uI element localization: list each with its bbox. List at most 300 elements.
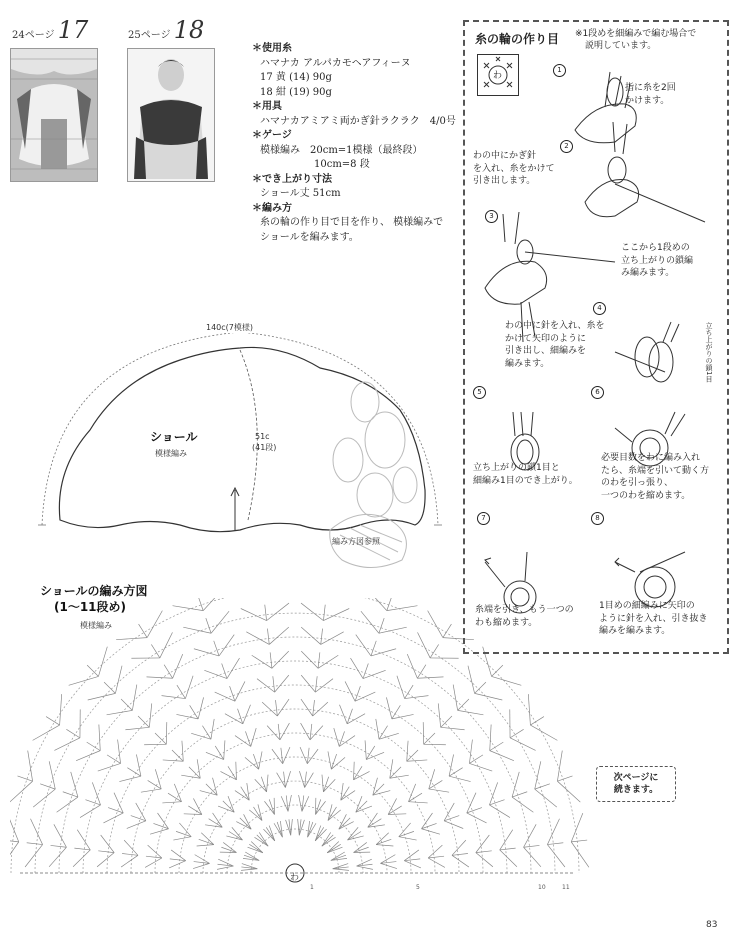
step-8-line1: 1目めの細編みに矢印の bbox=[599, 601, 695, 611]
chart-stitch bbox=[347, 836, 363, 840]
chart-stitch bbox=[524, 824, 537, 847]
step-2-line1: わの中にかぎ針 bbox=[473, 151, 537, 161]
chart-stitch bbox=[277, 699, 289, 716]
chart-stitch bbox=[328, 804, 332, 820]
chart-stitch bbox=[73, 850, 90, 867]
chart-stitch bbox=[228, 796, 234, 812]
chart-stitch bbox=[121, 855, 138, 867]
chart-stitch bbox=[301, 675, 315, 692]
chart-stitch bbox=[333, 869, 349, 871]
chart-stitch bbox=[458, 710, 484, 714]
chart-stitch bbox=[235, 791, 249, 801]
chart-stitch bbox=[407, 750, 418, 761]
chart-stitch bbox=[270, 652, 272, 668]
chart-stitch bbox=[150, 829, 168, 834]
size-heading: ＊でき上がり寸法 bbox=[252, 173, 332, 185]
chart-stitch bbox=[535, 789, 557, 807]
ring-panel-note-1: ※1段めを細編みで編む場合で bbox=[575, 29, 697, 39]
chart-stitch bbox=[405, 685, 414, 699]
chart-stitch bbox=[366, 598, 387, 611]
row-number-10: 10 bbox=[538, 884, 546, 891]
chart-stitch bbox=[468, 666, 475, 694]
tools-text: ハマナカアミアミ両かぎ針ラクラク 4/0号 bbox=[260, 115, 456, 127]
chart-stitch bbox=[269, 799, 274, 814]
next-note-line2: 続きます。 bbox=[613, 785, 659, 795]
step-1-text bbox=[625, 82, 676, 107]
chart-row-arc bbox=[155, 733, 435, 873]
chart-stitch bbox=[334, 728, 339, 746]
chart-stitch bbox=[424, 733, 435, 744]
chart-stitch bbox=[63, 792, 78, 797]
chart-stitch bbox=[273, 676, 275, 692]
chart-stitch bbox=[407, 741, 408, 762]
chart-stitch bbox=[417, 677, 443, 678]
chart-stitch bbox=[318, 655, 338, 668]
chart-stitch bbox=[184, 814, 202, 815]
yarn-18: 18 紺 (19) 90g bbox=[260, 86, 332, 98]
method-line1: 糸の輪の作り目で目を作り、 模様編みで bbox=[260, 217, 444, 228]
chart-pattern-label: 模様編み bbox=[80, 621, 112, 630]
step-8-number: 8 bbox=[591, 512, 604, 525]
step-3-number: 3 bbox=[485, 210, 498, 223]
shawl-pattern-label: 模様編み bbox=[155, 449, 187, 458]
chart-stitch bbox=[310, 726, 323, 740]
chart-stitch bbox=[49, 847, 66, 867]
chart-stitch bbox=[76, 751, 100, 761]
chart-stitch bbox=[87, 665, 98, 676]
chart-stitch bbox=[275, 675, 289, 692]
chart-stitch bbox=[535, 761, 541, 789]
step-8-line3: 編みを編みます。 bbox=[599, 626, 671, 636]
chart-stitch bbox=[251, 728, 256, 746]
chart-row-arc bbox=[131, 709, 459, 873]
chart-stitch bbox=[322, 835, 333, 846]
chart-stitch bbox=[173, 837, 191, 840]
chart-stitch bbox=[530, 725, 557, 740]
chart-stitch bbox=[203, 598, 224, 611]
chart-stitch bbox=[217, 866, 233, 869]
chart-row-arc bbox=[107, 685, 483, 873]
chart-stitch bbox=[467, 813, 487, 823]
chart-stitch bbox=[392, 705, 401, 719]
chart-stitch bbox=[524, 847, 541, 867]
chart-stitch bbox=[97, 853, 114, 867]
chart-stitch bbox=[146, 856, 162, 858]
ring-panel-note-2: 説明しています。 bbox=[585, 41, 657, 51]
chart-stitch bbox=[313, 702, 328, 716]
step-5-line2: 細編み1目のでき上がり。 bbox=[473, 475, 578, 486]
chart-stitch bbox=[197, 845, 214, 846]
chart-stitch bbox=[40, 784, 55, 789]
chart-stitch bbox=[428, 856, 444, 858]
method-line2: ショールを編みます。 bbox=[260, 231, 359, 243]
chart-stitch bbox=[444, 821, 463, 829]
chart-stitch bbox=[547, 819, 559, 845]
step-7-number: 7 bbox=[477, 512, 490, 525]
chart-stitch bbox=[452, 855, 469, 867]
chart-stitch bbox=[252, 655, 272, 668]
chart-stitch bbox=[376, 833, 389, 845]
chart-stitch bbox=[98, 647, 107, 677]
chart-stitch bbox=[429, 789, 449, 792]
chart-stitch bbox=[265, 605, 267, 621]
chart-stitch bbox=[10, 840, 19, 842]
chart-stitch bbox=[392, 714, 414, 718]
step-5-text bbox=[473, 462, 578, 487]
chart-stitch bbox=[54, 824, 67, 847]
step-4-line3: 引き出し、細編みを bbox=[505, 346, 587, 356]
step-7-line1: 糸端を引き、もう一つの bbox=[475, 605, 574, 615]
chart-stitch bbox=[490, 725, 491, 751]
chart-stitch bbox=[452, 840, 466, 855]
chart-stitch bbox=[323, 779, 335, 792]
step-6-line3: のわを引っ張り、 bbox=[601, 478, 674, 488]
chart-stitch bbox=[500, 848, 516, 850]
chart-stitch bbox=[285, 771, 290, 787]
chart-stitch bbox=[492, 665, 503, 676]
chart-stitch bbox=[476, 853, 493, 867]
chart-stitch bbox=[452, 854, 468, 856]
photo-item18 bbox=[127, 48, 215, 182]
chart-stitch bbox=[198, 697, 203, 719]
chart-stitch bbox=[288, 795, 291, 811]
chart-stitch bbox=[301, 603, 323, 621]
chart-row-arc bbox=[203, 781, 387, 873]
chart-stitch bbox=[125, 727, 149, 729]
chart-stitch bbox=[469, 755, 483, 764]
chart-stitch bbox=[380, 863, 396, 868]
step-2-number: 2 bbox=[560, 140, 573, 153]
chart-stitch bbox=[280, 723, 289, 740]
chart-stitch bbox=[318, 652, 320, 668]
chart-stitch bbox=[127, 821, 146, 829]
chart-stitch bbox=[264, 801, 274, 814]
step-3-line3: み編みます。 bbox=[621, 268, 675, 278]
chart-stitch bbox=[347, 827, 358, 840]
chart-stitch bbox=[430, 644, 439, 658]
chart-stitch bbox=[354, 762, 355, 780]
chart-stitch bbox=[490, 742, 504, 751]
step-7-line2: わも縮めます。 bbox=[475, 617, 538, 628]
chart-stitch bbox=[162, 696, 186, 699]
step-5-number: 5 bbox=[473, 386, 486, 399]
chart-stitch bbox=[107, 755, 121, 764]
chart-stitch bbox=[33, 725, 60, 740]
chart-stitch bbox=[535, 784, 550, 789]
chart-stitch bbox=[449, 768, 463, 777]
chart-stitch bbox=[259, 751, 262, 769]
chart-stitch bbox=[132, 685, 136, 711]
yarn-name: ハマナカ アルパカモヘアフィーヌ bbox=[260, 57, 411, 69]
chart-stitch bbox=[490, 751, 514, 761]
step-6-number: 6 bbox=[591, 386, 604, 399]
chart-stitch bbox=[489, 800, 504, 805]
ring-panel-title: 糸の輪の作り目 bbox=[475, 32, 560, 46]
step-2-line3: 引き出します。 bbox=[473, 176, 536, 186]
chart-stitch bbox=[489, 805, 510, 818]
chart-stitch bbox=[74, 848, 90, 850]
chart-stitch bbox=[269, 627, 289, 644]
chart-row-arc bbox=[227, 805, 363, 873]
chart-stitch bbox=[236, 762, 237, 780]
step-1-line1: 指に糸を2回 bbox=[625, 83, 676, 93]
chart-stitch bbox=[193, 863, 209, 868]
step-4-number: 4 bbox=[593, 302, 606, 315]
chart-stitch bbox=[328, 810, 341, 821]
chart-ref-label: 編み方図参照 bbox=[332, 537, 380, 546]
chart-stitch bbox=[222, 663, 227, 678]
chart-stitch bbox=[51, 845, 67, 847]
chart-stitch bbox=[365, 740, 366, 759]
chart-stitch bbox=[213, 813, 223, 827]
tools-heading: ＊用具 bbox=[252, 101, 282, 112]
chart-stitch bbox=[119, 776, 141, 781]
chart-stitch bbox=[528, 694, 530, 725]
chart-stitch bbox=[356, 635, 371, 656]
chart-stitch bbox=[438, 703, 440, 727]
chart-stitch bbox=[85, 800, 100, 805]
chart-stitch bbox=[240, 818, 251, 829]
gauge-line2: 10cm=8 段 bbox=[314, 159, 370, 170]
chart-stitch bbox=[379, 618, 384, 633]
chart-stitch bbox=[354, 847, 369, 852]
chart-stitch bbox=[301, 723, 310, 740]
chart-stitch bbox=[138, 716, 149, 727]
item17-number: 17 bbox=[57, 16, 89, 44]
shawl-outline-diagram bbox=[30, 320, 450, 570]
chart-stitch bbox=[185, 676, 193, 699]
item18-page-prefix: 25ページ bbox=[128, 30, 171, 41]
step-8-line2: ように針を入れ、引き抜き bbox=[599, 613, 708, 624]
chart-stitch bbox=[530, 717, 544, 726]
chart-stitch bbox=[476, 835, 489, 853]
materials-block bbox=[252, 42, 462, 245]
step-7-text bbox=[475, 604, 574, 629]
chart-stitch bbox=[291, 819, 293, 835]
step-6-line1: 必要目数をわに編み入れ bbox=[601, 453, 701, 463]
chart-stitch bbox=[254, 807, 263, 821]
chart-stitch bbox=[98, 763, 121, 771]
chart-stitch bbox=[386, 697, 391, 719]
chart-stitch bbox=[198, 598, 203, 611]
chart-stitch bbox=[127, 768, 141, 777]
chart-stitch bbox=[31, 819, 43, 845]
step-4-side-label: 立ち上がりの鎖1目 bbox=[705, 322, 713, 383]
chart-stitch bbox=[449, 754, 453, 776]
chart-stitch bbox=[211, 611, 229, 633]
chart-stitch bbox=[512, 772, 519, 797]
chart-stitch bbox=[407, 760, 428, 761]
photo-item17 bbox=[10, 48, 98, 182]
chart-stitch bbox=[121, 699, 132, 710]
chart-stitch bbox=[363, 670, 386, 678]
chart-stitch bbox=[221, 847, 236, 852]
row-number-11: 11 bbox=[562, 884, 570, 891]
chart-stitch bbox=[283, 747, 290, 764]
chart-stitch bbox=[368, 813, 378, 827]
step-4-text bbox=[505, 320, 605, 370]
chart-stitch bbox=[257, 835, 268, 846]
chart-stitch bbox=[241, 869, 257, 871]
chart-stitch bbox=[339, 736, 355, 747]
chart-stitch bbox=[148, 845, 162, 858]
chart-stitch bbox=[98, 851, 114, 853]
chart-stitch bbox=[249, 810, 262, 821]
chart-stitch bbox=[405, 696, 429, 699]
chart-stitch bbox=[315, 679, 333, 692]
chart-stitch bbox=[69, 676, 99, 685]
chart-row-arc bbox=[251, 829, 339, 873]
yarn-heading: ＊使用糸 bbox=[252, 43, 292, 54]
chart-stitch bbox=[339, 818, 350, 829]
chart-stitch bbox=[136, 754, 140, 776]
chart-stitch bbox=[322, 775, 323, 792]
chart-stitch bbox=[376, 719, 379, 739]
chart-stitch bbox=[547, 845, 565, 867]
chart-stitch bbox=[272, 651, 289, 668]
chart-stitch bbox=[475, 682, 486, 693]
chart-stitch bbox=[243, 705, 251, 724]
chart-stitch bbox=[246, 632, 269, 645]
chart-stitch bbox=[354, 842, 367, 852]
item17-page-prefix: 24ページ bbox=[12, 30, 55, 41]
chart-stitch bbox=[421, 829, 439, 834]
chart-stitch bbox=[206, 618, 211, 633]
chart-stitch bbox=[226, 836, 242, 840]
chart-stitch bbox=[299, 771, 304, 787]
chart-stitch bbox=[321, 632, 344, 645]
chart-stitch bbox=[428, 858, 445, 867]
chart-stitch bbox=[66, 729, 80, 738]
chart-stitch bbox=[339, 705, 347, 724]
chart-stitch bbox=[259, 832, 268, 846]
chart-stitch bbox=[371, 641, 376, 656]
chart-stitch bbox=[60, 694, 62, 725]
chart-stitch bbox=[557, 776, 572, 781]
chart-stitch bbox=[323, 609, 349, 621]
chart-stitch bbox=[139, 624, 148, 638]
step-2-line2: を入れ、糸をかけて bbox=[473, 163, 555, 174]
step-3-line1: ここから1段めの bbox=[621, 243, 690, 253]
chart-stitch bbox=[147, 677, 173, 678]
chart-stitch bbox=[363, 663, 368, 678]
chart-stitch bbox=[107, 710, 133, 714]
chart-stitch bbox=[408, 802, 427, 803]
chart-stitch bbox=[267, 603, 289, 621]
chart-stitch bbox=[301, 699, 313, 716]
chart-stitch bbox=[387, 606, 418, 611]
chart-stitch bbox=[469, 740, 472, 764]
size-text: ショール丈 51cm bbox=[260, 188, 341, 199]
chart-stitch bbox=[104, 682, 115, 693]
chart-stitch bbox=[492, 676, 522, 685]
step-4-line1: わの中に針を入れ、糸を bbox=[505, 321, 605, 331]
chart-stitch bbox=[124, 840, 138, 855]
chart-stitch bbox=[356, 806, 372, 812]
page-number: 83 bbox=[706, 920, 718, 930]
chart-row-arc bbox=[83, 661, 507, 873]
chart-stitch bbox=[255, 779, 267, 792]
chart-stitch bbox=[301, 651, 318, 668]
chart-stitch bbox=[176, 714, 198, 718]
chart-stitch bbox=[510, 738, 536, 751]
step-1-line2: かけます。 bbox=[625, 95, 670, 106]
item18-number: 18 bbox=[173, 16, 205, 44]
chart-stitch bbox=[223, 801, 234, 812]
chart-stitch bbox=[321, 629, 323, 645]
chart-stitch bbox=[357, 866, 373, 869]
chart-stitch bbox=[347, 832, 361, 841]
chart-stitch bbox=[500, 850, 517, 867]
gauge-line1: 模様編み 20cm=1模様（最終段） bbox=[260, 144, 423, 156]
chart-stitch bbox=[345, 681, 355, 701]
chart-stitch bbox=[214, 641, 219, 656]
row-number-1: 1 bbox=[310, 884, 314, 891]
chart-stitch bbox=[418, 632, 431, 658]
chart-stitch bbox=[201, 833, 214, 845]
step-4-line4: 編みます。 bbox=[505, 358, 550, 369]
chart-stitch bbox=[211, 719, 214, 739]
chart-stitch bbox=[254, 837, 268, 846]
chart-stitch bbox=[500, 830, 513, 850]
chart-stitch bbox=[547, 843, 563, 845]
chart-stitch bbox=[476, 851, 492, 853]
chart-stitch bbox=[141, 789, 161, 792]
chart-stitch bbox=[99, 725, 100, 751]
chart-stitch bbox=[183, 627, 211, 633]
chart-stitch bbox=[356, 796, 362, 812]
step-6-text bbox=[601, 452, 709, 502]
chart-stitch bbox=[177, 685, 186, 699]
chart-stitch bbox=[356, 801, 367, 812]
chart-stitch bbox=[315, 676, 317, 692]
chart-stitch bbox=[276, 700, 278, 716]
chart-stitch bbox=[163, 760, 184, 761]
shawl-length-label: 51c bbox=[255, 432, 270, 441]
step-6-line2: たら、糸端を引いて動く方 bbox=[601, 465, 710, 476]
chart-stitch bbox=[116, 638, 147, 640]
chart-stitch bbox=[376, 845, 393, 846]
chart-stitch bbox=[158, 813, 169, 829]
chart-stitch bbox=[512, 792, 527, 797]
chart-stitch bbox=[322, 832, 331, 846]
step-2-text bbox=[473, 150, 555, 188]
chart-stitch bbox=[80, 805, 101, 818]
chart-stitch bbox=[322, 837, 336, 846]
chart-stitch bbox=[54, 738, 80, 751]
chart-stitch bbox=[417, 665, 426, 679]
chart-stitch bbox=[315, 799, 320, 814]
chart-stitch bbox=[443, 624, 452, 638]
step-6-line4: 一つのわを縮めます。 bbox=[601, 490, 691, 501]
chart-stitch bbox=[404, 861, 421, 868]
chart-stitch bbox=[299, 795, 302, 811]
chart-stitch bbox=[571, 840, 587, 842]
chart-stitch bbox=[229, 832, 243, 841]
chart-stitch bbox=[162, 802, 181, 803]
chart-stitch bbox=[315, 801, 325, 814]
chart-stitch bbox=[57, 797, 78, 812]
chart-stitch bbox=[10, 781, 33, 802]
chart-stitch bbox=[323, 777, 328, 792]
chart-stitch bbox=[301, 627, 321, 644]
chart-stitch bbox=[92, 782, 100, 805]
chart-stitch bbox=[441, 716, 452, 727]
chart-stitch bbox=[469, 763, 492, 771]
chart-stitch bbox=[441, 727, 465, 729]
chart-stitch bbox=[428, 845, 442, 858]
row-number-axis bbox=[306, 884, 576, 896]
